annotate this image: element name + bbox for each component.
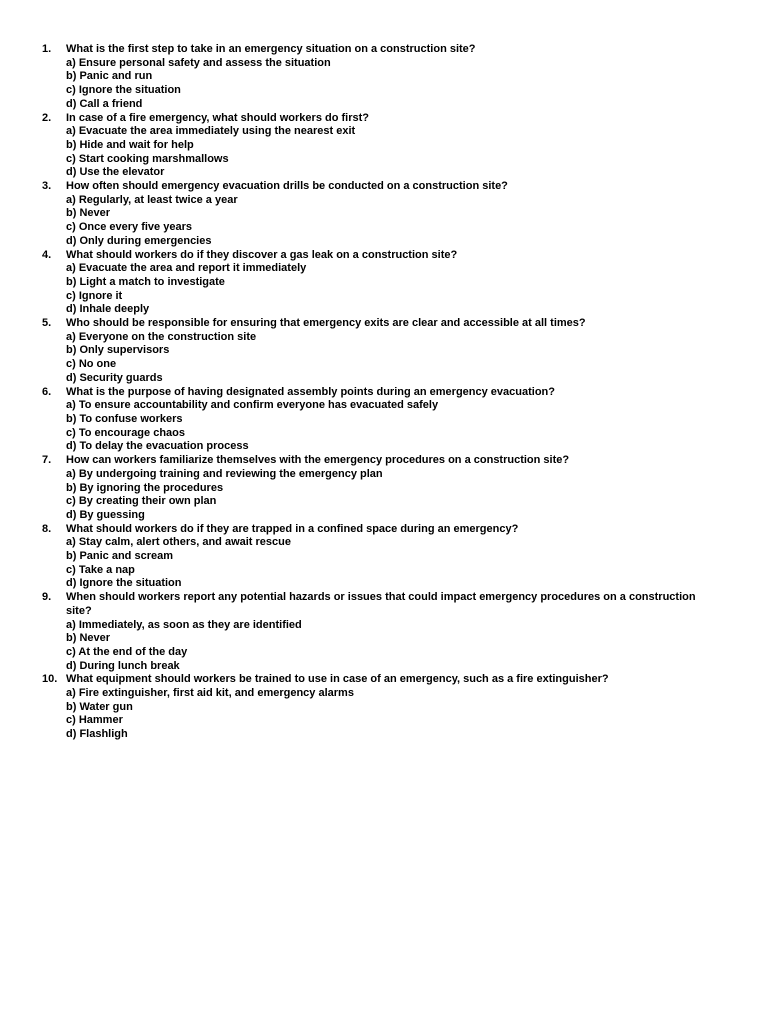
- answer-option-a: a) Evacuate the area immediately using the nearest exit: [66, 125, 356, 138]
- question-text: What is the first step to take in an emergency situation on a construction site?: [66, 43, 476, 55]
- answer-option-d: d) During lunch break: [66, 659, 180, 672]
- question-number: 2.: [42, 111, 52, 124]
- answer-option-c: c) Once every five years: [66, 221, 192, 234]
- answer-option-c: c) Start cooking marshmallows: [66, 152, 229, 165]
- answer-option-a: a) By undergoing training and reviewing the emergency plan: [66, 467, 383, 480]
- answer-option-c: c) Hammer: [66, 714, 123, 727]
- question-text: In case of a fire emergency, what should workers do first?: [66, 111, 369, 124]
- answer-options: [0, 687, 768, 742]
- question-line: [0, 454, 768, 468]
- question-number: 10.: [42, 673, 58, 686]
- answer-option-d: d) Only during emergencies: [66, 234, 212, 247]
- answer-option-d: d) Inhale deeply: [66, 303, 150, 316]
- answer-option-a: a) Fire extinguisher, first aid kit, and emergency alarms: [66, 687, 354, 700]
- question-number: 8.: [42, 522, 52, 535]
- answer-option-b: b) Never: [66, 632, 111, 645]
- answer-option-b: b) By ignoring the procedures: [66, 481, 224, 494]
- question-line: [0, 386, 768, 400]
- answer-option-b: b) Only supervisors: [66, 344, 170, 357]
- answer-option-d: d) By guessing: [66, 508, 145, 521]
- answer-option-a: a) Ensure personal safety and assess the situation: [66, 56, 331, 69]
- answer-option-a: a) To ensure accountability and confirm everyone has evacuated safely: [66, 399, 439, 412]
- answer-option-d: d) To delay the evacuation process: [66, 440, 249, 453]
- question-1: [0, 43, 768, 112]
- question-text: What should workers do if they are trapped in a confined space during an emergency?: [66, 522, 519, 535]
- question-line: [0, 591, 768, 618]
- question-number: 9.: [42, 591, 52, 604]
- answer-options: [0, 331, 768, 386]
- answer-option-b: b) To confuse workers: [66, 412, 183, 425]
- question-number: 3.: [42, 180, 52, 193]
- question-4: [0, 249, 768, 318]
- question-number: 5.: [42, 317, 52, 330]
- answer-options: [0, 125, 768, 180]
- question-text: Who should be responsible for ensuring that emergency exits are clear and accessible at all times?: [66, 317, 586, 330]
- answer-option-d: d) Flashligh: [66, 728, 128, 741]
- question-line: [0, 317, 768, 331]
- answer-options: [0, 262, 768, 317]
- question-line: [0, 112, 768, 126]
- question-7: [0, 454, 768, 523]
- answer-option-d: d) Use the elevator: [66, 166, 165, 179]
- question-text: What is the purpose of having designated assembly points during an emergency evacuation?: [66, 385, 555, 398]
- quiz-question-list: [0, 43, 768, 742]
- question-number: 7.: [42, 454, 52, 467]
- answer-option-c: c) Ignore the situation: [66, 84, 181, 97]
- answer-option-c: c) Ignore it: [66, 289, 123, 302]
- answer-option-c: c) To encourage chaos: [66, 426, 185, 439]
- answer-options: [0, 57, 768, 112]
- answer-option-a: a) Immediately, as soon as they are identified: [66, 618, 302, 631]
- answer-options: [0, 536, 768, 591]
- answer-option-d: d) Call a friend: [66, 97, 143, 110]
- question-number: 4.: [42, 248, 52, 261]
- question-8: [0, 523, 768, 592]
- question-6: [0, 386, 768, 455]
- answer-option-b: b) Never: [66, 207, 111, 220]
- answer-option-c: c) No one: [66, 358, 117, 371]
- question-2: [0, 112, 768, 181]
- answer-option-a: a) Stay calm, alert others, and await rescue: [66, 536, 291, 549]
- question-number: 1.: [42, 43, 52, 55]
- answer-option-b: b) Light a match to investigate: [66, 275, 225, 288]
- question-text: How can workers familiarize themselves with the emergency procedures on a construction site?: [66, 454, 570, 467]
- answer-option-a: a) Everyone on the construction site: [66, 330, 257, 343]
- answer-option-d: d) Security guards: [66, 371, 163, 384]
- answer-options: [0, 194, 768, 249]
- question-text: When should workers report any potential hazards or issues that could impact emergency procedures on a construction site?: [66, 591, 696, 617]
- question-5: [0, 317, 768, 386]
- question-line: [0, 43, 768, 57]
- question-line: [0, 180, 768, 194]
- answer-option-b: b) Panic and scream: [66, 550, 173, 563]
- question-3: [0, 180, 768, 249]
- question-line: [0, 249, 768, 263]
- question-text: How often should emergency evacuation drills be conducted on a construction site?: [66, 180, 508, 193]
- question-line: [0, 523, 768, 537]
- answer-option-c: c) By creating their own plan: [66, 495, 217, 508]
- answer-option-b: b) Hide and wait for help: [66, 138, 194, 151]
- answer-option-b: b) Panic and run: [66, 70, 153, 83]
- answer-option-c: c) Take a nap: [66, 563, 135, 576]
- answer-options: [0, 619, 768, 674]
- answer-options: [0, 468, 768, 523]
- question-10: [0, 673, 768, 742]
- answer-options: [0, 399, 768, 454]
- answer-option-d: d) Ignore the situation: [66, 577, 182, 590]
- question-number: 6.: [42, 385, 52, 398]
- answer-option-a: a) Regularly, at least twice a year: [66, 193, 238, 206]
- answer-option-b: b) Water gun: [66, 700, 133, 713]
- question-line: [0, 673, 768, 687]
- answer-option-a: a) Evacuate the area and report it immediately: [66, 262, 307, 275]
- answer-option-c: c) At the end of the day: [66, 645, 188, 658]
- question-text: What should workers do if they discover a gas leak on a construction site?: [66, 248, 458, 261]
- question-9: [0, 591, 768, 673]
- question-text: What equipment should workers be trained to use in case of an emergency, such as a fire extinguisher?: [66, 673, 609, 686]
